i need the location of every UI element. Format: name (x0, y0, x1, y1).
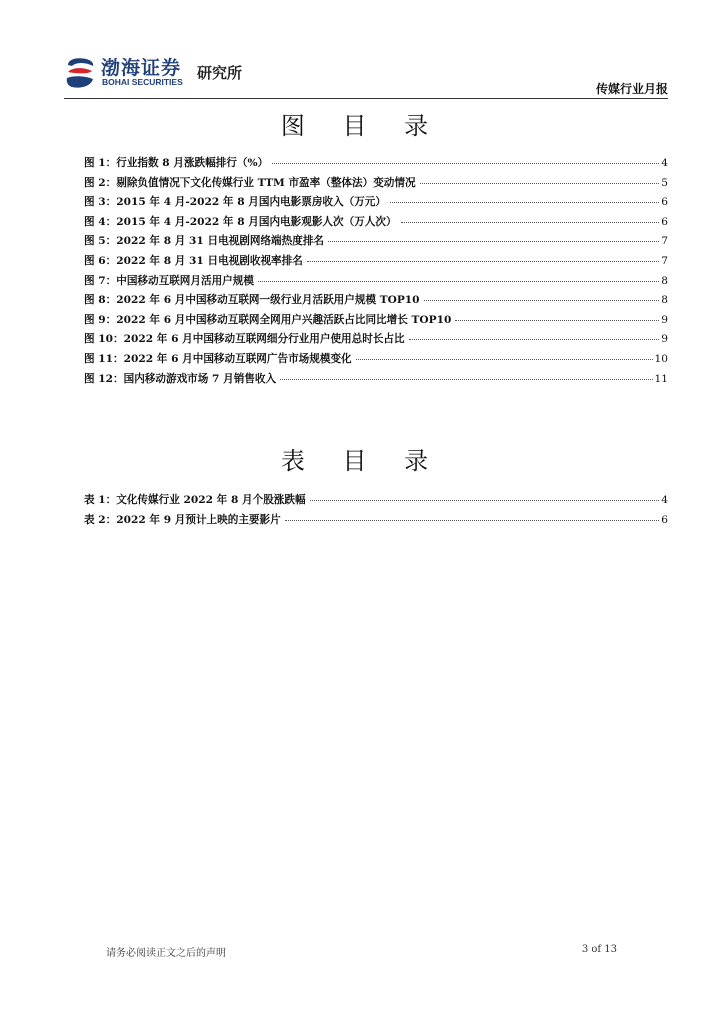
tables-toc-list (84, 492, 668, 531)
logo-english-name: BOHAI SECURITIES (102, 77, 183, 87)
dot-leader (258, 281, 659, 282)
dot-leader (285, 520, 660, 521)
dot-leader (401, 222, 660, 223)
tables-toc-title: 表 目 录 (280, 447, 444, 475)
figure-toc-entry-label: 图 12：国内移动游戏市场 7 月销售收入 (84, 372, 277, 385)
figure-toc-entry-page: 6 (661, 196, 668, 209)
figure-toc-entry[interactable] (84, 194, 668, 214)
figure-toc-entry-page: 10 (654, 352, 668, 365)
dot-leader (424, 300, 660, 301)
figure-toc-entry-label: 图 8：2022 年 6 月中国移动互联网一级行业月活跃用户规模 TOP10 (84, 294, 420, 307)
figure-toc-entry-page: 8 (661, 274, 668, 287)
page-number: 3 of 13 (581, 944, 617, 955)
figure-toc-entry-page: 5 (661, 176, 668, 189)
dot-leader (356, 359, 653, 360)
figure-toc-entry-label: 图 4：2015 年 4 月-2022 年 8 月国内电影观影人次（万人次） (84, 215, 397, 228)
report-type: 传媒行业月报 (595, 82, 668, 96)
figure-toc-entry-page: 11 (654, 372, 668, 385)
dot-leader (455, 320, 659, 321)
figure-toc-entry-label: 图 10：2022 年 6 月中国移动互联网细分行业用户使用总时长占比 (84, 333, 405, 346)
dot-leader (280, 379, 652, 380)
figure-toc-entry-label: 图 2：剔除负值情况下文化传媒行业 TTM 市盈率（整体法）变动情况 (84, 176, 416, 189)
figure-toc-entry[interactable] (84, 351, 668, 371)
figure-toc-entry[interactable] (84, 292, 668, 312)
dot-leader (390, 202, 659, 203)
dot-leader (307, 261, 659, 262)
figure-toc-entry[interactable] (84, 175, 668, 195)
figure-toc-entry-page: 7 (661, 254, 668, 267)
company-logo (64, 50, 264, 96)
table-toc-entry[interactable] (84, 492, 668, 512)
figure-toc-entry[interactable] (84, 331, 668, 351)
figure-toc-entry[interactable] (84, 214, 668, 234)
table-toc-entry-page: 6 (661, 513, 668, 526)
figure-toc-entry-label: 图 9：2022 年 6 月中国移动互联网全网用户兴趣活跃占比同比增长 TOP10 (84, 313, 452, 326)
institute-name: 研究所 (197, 64, 243, 82)
figures-toc-list (84, 155, 668, 390)
figure-toc-entry-page: 9 (661, 333, 668, 346)
dot-leader (409, 339, 660, 340)
dot-leader (420, 183, 660, 184)
table-toc-entry-page: 4 (661, 494, 668, 506)
figure-toc-entry[interactable] (84, 253, 668, 273)
dot-leader (328, 241, 659, 242)
page-header (64, 50, 668, 100)
table-toc-entry-label: 表 1：文化传媒行业 2022 年 8 月个股涨跌幅 (84, 494, 306, 506)
figure-toc-entry[interactable] (84, 273, 668, 293)
figure-toc-entry-page: 6 (661, 215, 668, 228)
header-divider (64, 98, 668, 99)
figure-toc-entry-page: 8 (661, 294, 668, 307)
figures-toc-title: 图 目 录 (280, 112, 444, 140)
figure-toc-entry[interactable] (84, 371, 668, 391)
logo-chinese-name: 渤海证券 (101, 57, 182, 79)
figure-toc-entry-label: 图 11：2022 年 6 月中国移动互联网广告市场规模变化 (84, 352, 352, 365)
figure-toc-entry-label: 图 7：中国移动互联网月活用户规模 (84, 274, 254, 287)
table-toc-entry-label: 表 2：2022 年 9 月预计上映的主要影片 (84, 513, 281, 526)
bohai-logo-icon (64, 56, 96, 90)
figure-toc-entry-label: 图 6：2022 年 8 月 31 日电视剧收视率排名 (84, 254, 303, 267)
figure-toc-entry[interactable] (84, 312, 668, 332)
dot-leader (272, 163, 659, 164)
figure-toc-entry[interactable] (84, 155, 668, 175)
figure-toc-entry-page: 7 (661, 235, 668, 248)
footer-disclaimer: 请务必阅读正文之后的声明 (106, 948, 226, 959)
figure-toc-entry-label: 图 3：2015 年 4 月-2022 年 8 月国内电影票房收入（万元） (84, 196, 386, 209)
table-toc-entry[interactable] (84, 512, 668, 532)
figure-toc-entry-label: 图 1：行业指数 8 月涨跌幅排行（%） (84, 157, 269, 169)
figure-toc-entry-label: 图 5：2022 年 8 月 31 日电视剧网络端热度排名 (84, 235, 325, 248)
figure-toc-entry[interactable] (84, 233, 668, 253)
figure-toc-entry-page: 9 (661, 313, 668, 326)
figure-toc-entry-page: 4 (661, 157, 668, 169)
dot-leader (310, 500, 660, 501)
